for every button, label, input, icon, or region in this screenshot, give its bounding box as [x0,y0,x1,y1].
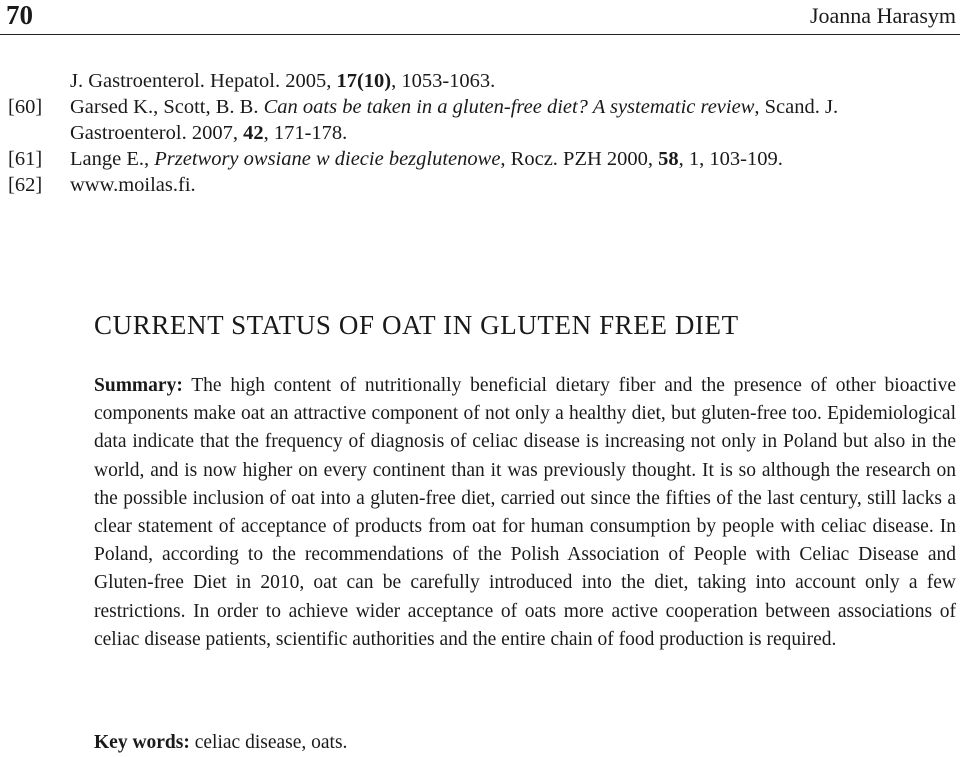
ref-journal-cont: Gastroenterol. 2007, [70,122,244,144]
keywords-text: celiac disease, oats. [194,732,348,753]
ref-number: [60] [8,96,43,118]
ref-title: Przetwory owsiane w diecie bezglutenowe [154,148,501,170]
ref-authors: Lange E., [70,148,155,170]
article-title: CURRENT STATUS OF OAT IN GLUTEN FREE DIET [94,310,739,340]
summary-label: Summary: [94,375,183,396]
ref-pages: , 1053-1063. [391,70,496,92]
summary-paragraph [94,372,956,654]
ref-pages: , 171-178. [263,122,348,144]
ref-text: J. Gastroenterol. Hepatol. 2005, [70,70,337,92]
reference-list [0,68,960,198]
header-rule [0,34,960,35]
summary-text: The high content of nutritionally beneficial dietary fiber and the presence of other bioactive components make oat an attractive component of not only a healthy diet, but gluten-free too. Epidemiological data indicate that the frequency of diagnosis of celiac disease is increasing not only in Poland but also in the world, and is now higher on every continent than it was previously thought. It is so although the research on the possible inclusion of oat into a gluten-free diet, carried out since the fifties of the last century, still lacks a clear statement of acceptance of products from oat for human consumption by people with celiac disease. In Poland, according to the recommendations of the Polish Association of People with Celiac Disease and Gluten-free Diet in 2010, oat can be carefully introduced into the diet, taking into account only a few restrictions. In order to achieve wider acceptance of oats more active cooperation between associations of celiac disease patients, scientific authorities and the entire chain of food production is required. [94,375,956,650]
ref-journal: , Rocz. PZH 2000, [500,148,659,170]
running-head-author: Joanna Harasym [809,3,956,28]
reference-61 [0,146,960,172]
reference-60 [0,94,960,120]
ref-url: www.moilas.fi. [70,174,196,196]
ref-volume: 42 [243,122,264,144]
ref-journal: , Scand. J. [754,96,839,118]
ref-title: Can oats be taken in a gluten-free diet? A systematic review [263,96,755,118]
ref-volume: 17(10) [336,70,392,92]
keywords-line [94,730,956,756]
ref-pages: , 1, 103-109. [678,148,783,170]
ref-authors: Garsed K., Scott, B. B. [70,96,264,118]
page-number: 70 [6,0,33,30]
keywords-label: Key words: [94,732,190,753]
ref-number: [62] [8,174,43,196]
page-header [0,0,960,34]
ref-number: [61] [8,148,43,170]
reference-59-continuation [0,68,960,94]
reference-62 [0,172,960,198]
reference-60-line2 [0,120,960,146]
ref-volume: 58 [658,148,679,170]
